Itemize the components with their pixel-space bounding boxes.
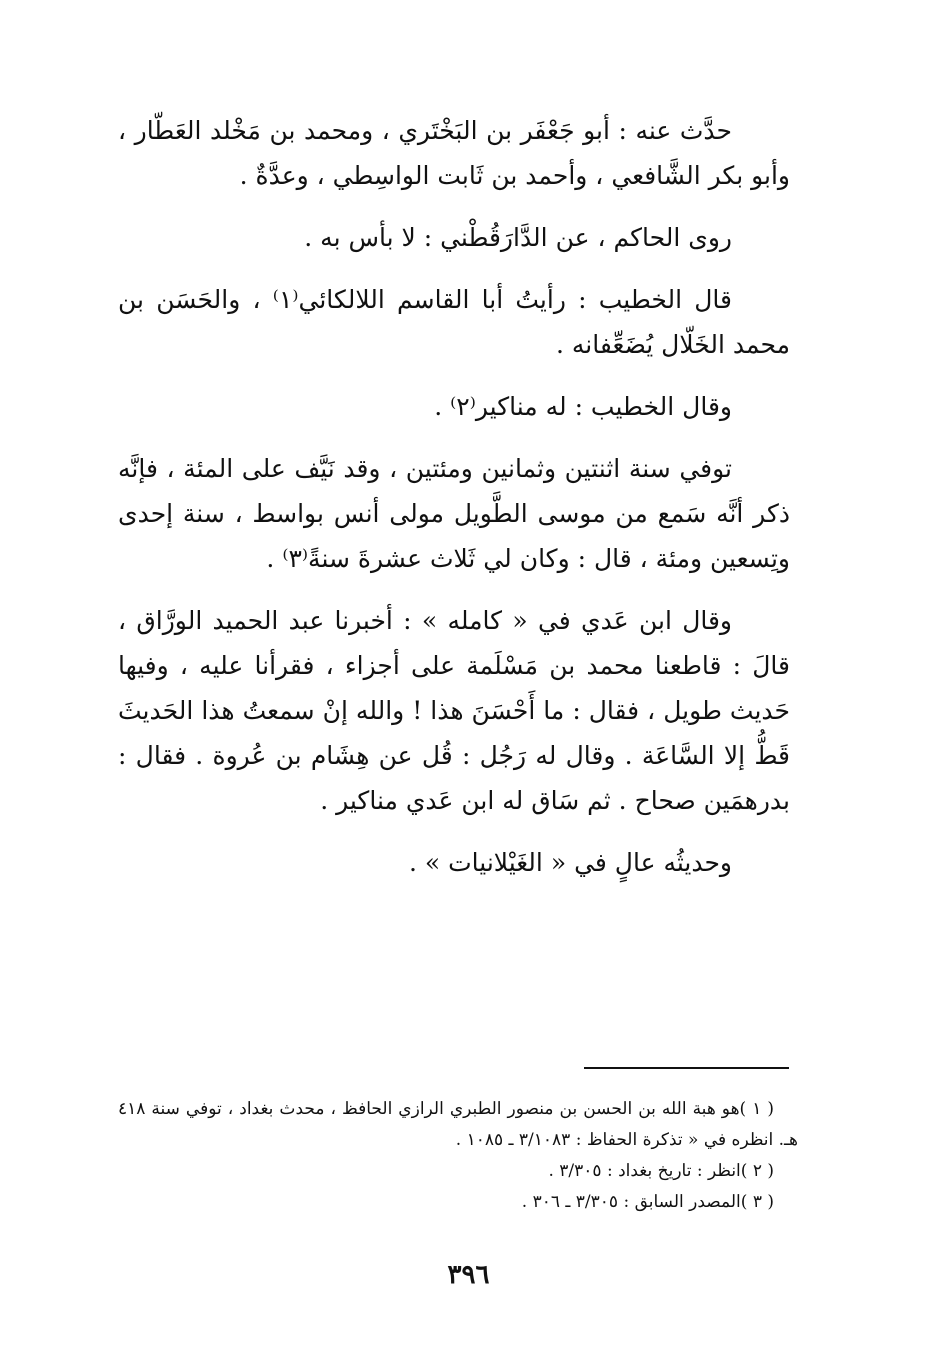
- paragraph-narrators: حدَّث عنه : أبو جَعْفَر بن البَخْتَري ، ومحمد بن مَخْلد العَطّار ، وأبو بكر الشَّافعي ، وأحمد بن ثَابت الواسِطي ، وعدَّةٌ .: [118, 116, 790, 190]
- footnote-separator: [584, 1067, 789, 1069]
- page-number: ٣٩٦: [447, 1260, 490, 1290]
- paragraph-ghaylaniyat: وحديثُه عالٍ في « الغَيْلانيات » .: [409, 848, 732, 877]
- main-text: [118, 108, 790, 902]
- footnotes: [118, 1094, 798, 1218]
- footnote-3: ( ٣ )المصدر السابق : ٣/٣٠٥ ـ ٣٠٦ .: [521, 1192, 774, 1212]
- paragraph-hakim: روى الحاكم ، عن الدَّارَقُطْني : لا بأس به .: [304, 223, 732, 252]
- paragraph-death: توفي سنة اثنتين وثمانين ومئتين ، وقد نَيَّف على المئة ، فإنَّه ذكر أنَّه سَمع من موسى الطَّويل مولى أنس بواسط ، سنة إحدى وتِسعين ومئة ، قال : وكان لي ثَلاث عشرةَ سنةً⁽٣⁾ .: [118, 454, 790, 573]
- footnote-2: ( ٢ )انظر : تاريخ بغداد : ٣/٣٠٥ .: [548, 1161, 774, 1181]
- footnote-1: ( ١ )هو هبة الله بن الحسن بن منصور الطبري الرازي الحافظ ، محدث بغداد ، توفي سنة ٤١٨ هـ. انظره في « تذكرة الحفاظ : ٣/١٠٨٣ ـ ١٠٨٥ .: [118, 1099, 798, 1150]
- paragraph-khatib-manakir: وقال الخطيب : له مناكير⁽٢⁾ .: [434, 392, 732, 421]
- paragraph-ibn-adi: وقال ابن عَدي في « كامله » : أخبرنا عبد الحميد الورَّاق ، قالَ : قاطعنا محمد بن مَسْلَمة على أجزاء ، فقرأنا عليه ، وفيها حَديث طويل ، فقال : ما أَحْسَنَ هذا ! والله إنْ سمعتُ هذا الحَديثَ قَطُّ إلا السَّاعَة . وقال له رَجُل : قُل عن هِشَام بن عُروة . فقال : بدرهمَين صحاح . ثم سَاق له ابن عَدي مناكير .: [118, 606, 790, 815]
- paragraph-khatib-weak: قال الخطيب : رأيتُ أبا القاسم اللالكائي⁽١⁾ ، والحَسَن بن محمد الخَلّال يُضَعِّفانه .: [118, 285, 790, 359]
